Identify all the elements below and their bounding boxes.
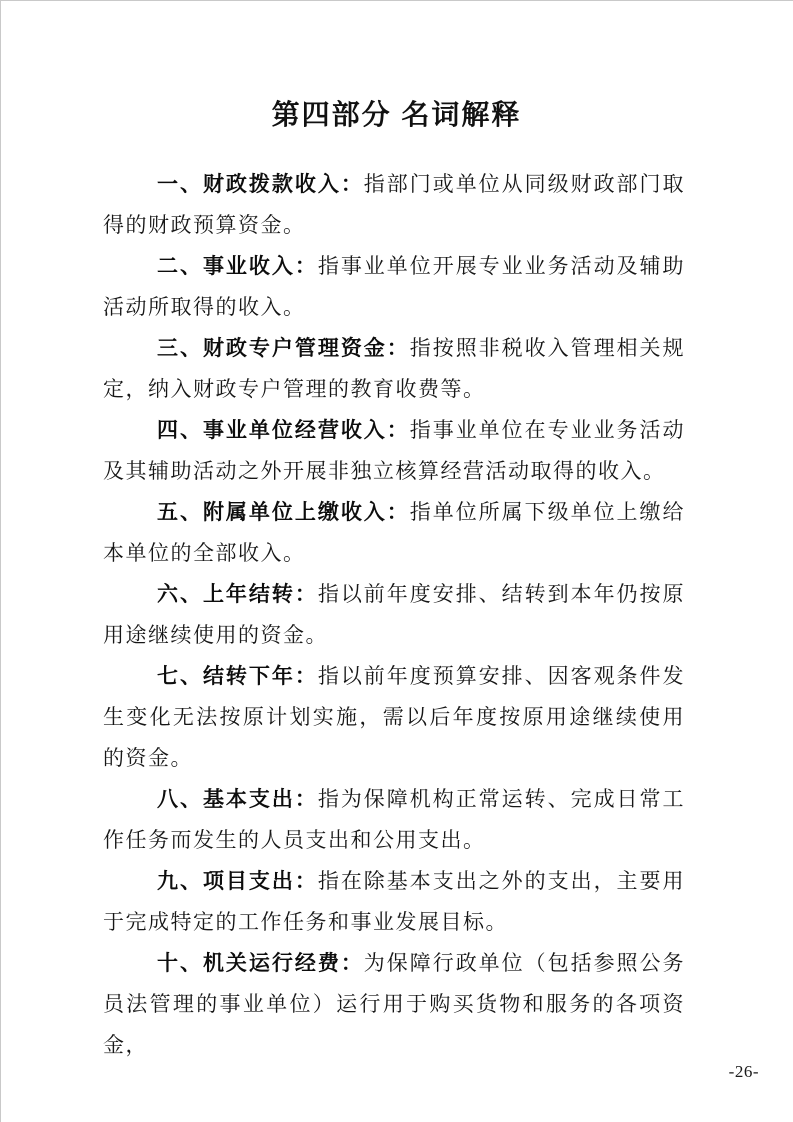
glossary-paragraph — [103, 410, 685, 492]
glossary-definition: 指以前年度安排、结转到本年仍按原用途继续使用的资金。 — [103, 582, 686, 647]
glossary-term: 二、事业收入： — [157, 254, 318, 278]
glossary-paragraph — [103, 328, 685, 410]
page-title: 第四部分 名词解释 — [271, 99, 522, 130]
glossary-term: 九、项目支出： — [157, 869, 318, 893]
glossary-content — [103, 164, 685, 1066]
glossary-definition: 指为保障机构正常运转、完成日常工作任务而发生的人员支出和公用支出。 — [103, 787, 686, 852]
glossary-paragraph — [103, 574, 685, 656]
glossary-definition: 指在除基本支出之外的支出，主要用于完成特定的工作任务和事业发展目标。 — [103, 869, 686, 934]
glossary-term: 八、基本支出： — [157, 787, 318, 811]
glossary-paragraph — [103, 779, 685, 861]
glossary-term: 四、事业单位经营收入： — [157, 418, 410, 442]
glossary-paragraph — [103, 943, 685, 1066]
glossary-term: 一、财政拨款收入： — [157, 172, 364, 196]
glossary-definition: 为保障行政单位（包括参照公务员法管理的事业单位）运行用于购买货物和服务的各项资金， — [103, 951, 686, 1057]
glossary-paragraph — [103, 246, 685, 328]
glossary-term: 六、上年结转： — [157, 582, 318, 606]
glossary-term: 三、财政专户管理资金： — [157, 336, 410, 360]
glossary-definition: 指单位所属下级单位上缴给本单位的全部收入。 — [103, 500, 685, 565]
glossary-paragraph — [103, 164, 685, 246]
page-number: -26- — [728, 1062, 759, 1081]
glossary-term: 五、附属单位上缴收入： — [157, 500, 410, 524]
glossary-definition: 指按照非税收入管理相关规定，纳入财政专户管理的教育收费等。 — [103, 336, 685, 401]
glossary-paragraph — [103, 861, 685, 943]
glossary-paragraph — [103, 656, 685, 779]
glossary-definition: 指以前年度预算安排、因客观条件发生变化无法按原计划实施，需以后年度按原用途继续使用的资金。 — [103, 664, 686, 770]
glossary-definition: 指部门或单位从同级财政部门取得的财政预算资金。 — [103, 172, 686, 237]
glossary-paragraph — [103, 492, 685, 574]
glossary-definition: 指事业单位开展专业业务活动及辅助活动所取得的收入。 — [103, 254, 686, 319]
glossary-definition: 指事业单位在专业业务活动及其辅助活动之外开展非独立核算经营活动取得的收入。 — [103, 418, 685, 483]
glossary-term: 十、机关运行经费： — [157, 951, 364, 975]
glossary-term: 七、结转下年： — [157, 664, 318, 688]
